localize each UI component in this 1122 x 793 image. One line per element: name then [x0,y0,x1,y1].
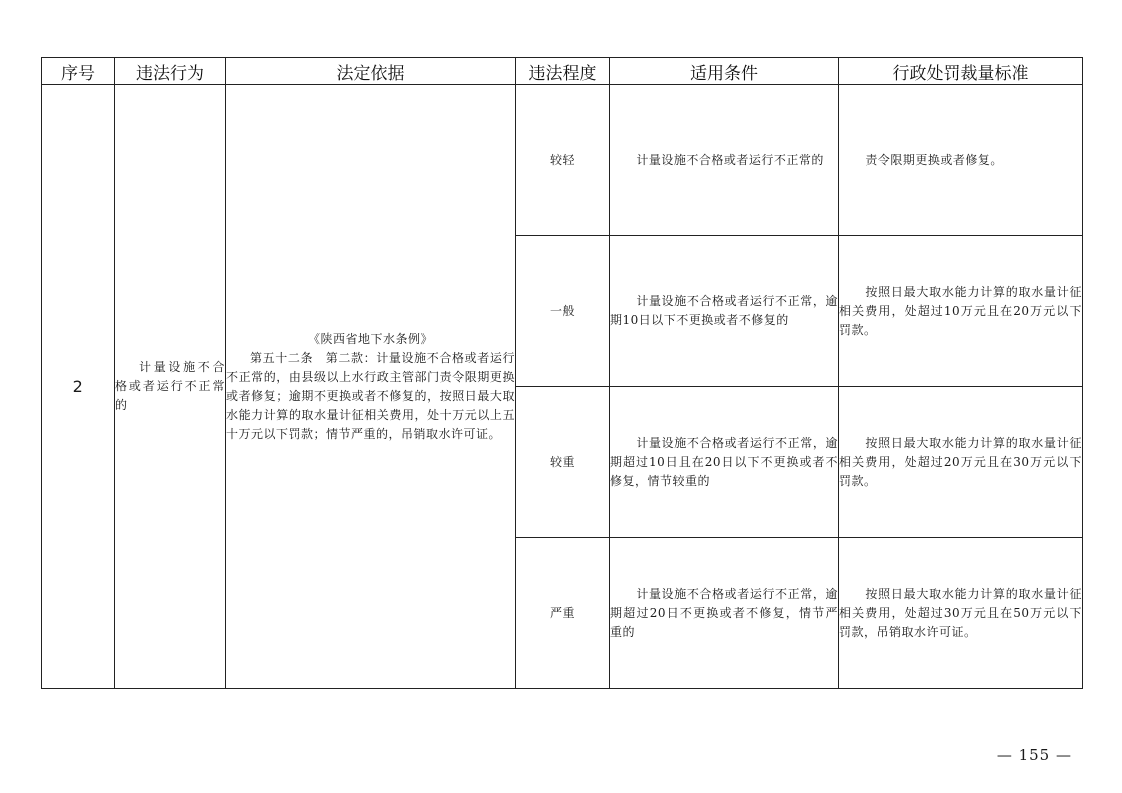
header-seq: 序号 [42,58,115,85]
condition-cell [610,236,839,387]
page-number: — 155 — [996,746,1072,764]
header-violation: 违法行为 [115,58,226,85]
header-degree: 违法程度 [516,58,610,85]
condition-text: 计量设施不合格或者运行不正常，逾期10日以下不更换或者不修复的 [610,294,838,327]
row-seq: 2 [42,85,115,689]
header-standard: 行政处罚裁量标准 [839,58,1083,85]
row-basis [226,85,516,689]
violation-text: 计量设施不合格或者运行不正常的 [115,360,225,412]
header-condition: 适用条件 [610,58,839,85]
standard-text: 按照日最大取水能力计算的取水量计征相关费用，处超过20万元且在30万元以下罚款。 [839,435,1082,488]
condition-cell [610,85,839,236]
degree-cell: 严重 [516,538,610,689]
condition-text: 计量设施不合格或者运行不正常，逾期超过10日且在20日以下不更换或者不修复，情节较重的 [610,435,838,488]
condition-cell [610,387,839,538]
header-row [42,58,1083,85]
standard-cell [839,538,1083,689]
standard-text: 按照日最大取水能力计算的取水量计征相关费用，处超过10万元且在20万元以下罚款。 [839,284,1082,337]
standard-text: 责令限期更换或者修复。 [865,152,1003,167]
degree-cell: 较轻 [516,85,610,236]
basis-text: 第五十二条 第二款：计量设施不合格或者运行不正常的，由县级以上水行政主管部门责令限期更换或者修复；逾期不更换或者不修复的，按照日最大取水能力计算的取水量计征相关费用，处十万元以上五十万元以下罚款；情节严重的，吊销取水许可证。 [226,350,515,441]
basis-title: 《陕西省地下水条例》 [307,331,433,346]
standard-text: 按照日最大取水能力计算的取水量计征相关费用，处超过30万元且在50万元以下罚款，吊销取水许可证。 [839,586,1082,639]
condition-text: 计量设施不合格或者运行不正常，逾期超过20日不更换或者不修复，情节严重的 [610,586,838,639]
standard-cell [839,387,1083,538]
penalty-table [41,57,1083,689]
standard-cell [839,85,1083,236]
header-basis: 法定依据 [226,58,516,85]
table-row [42,85,1083,236]
standard-cell [839,236,1083,387]
condition-text: 计量设施不合格或者运行不正常的 [636,152,824,167]
degree-cell: 较重 [516,387,610,538]
degree-cell: 一般 [516,236,610,387]
condition-cell [610,538,839,689]
row-violation [115,85,226,689]
